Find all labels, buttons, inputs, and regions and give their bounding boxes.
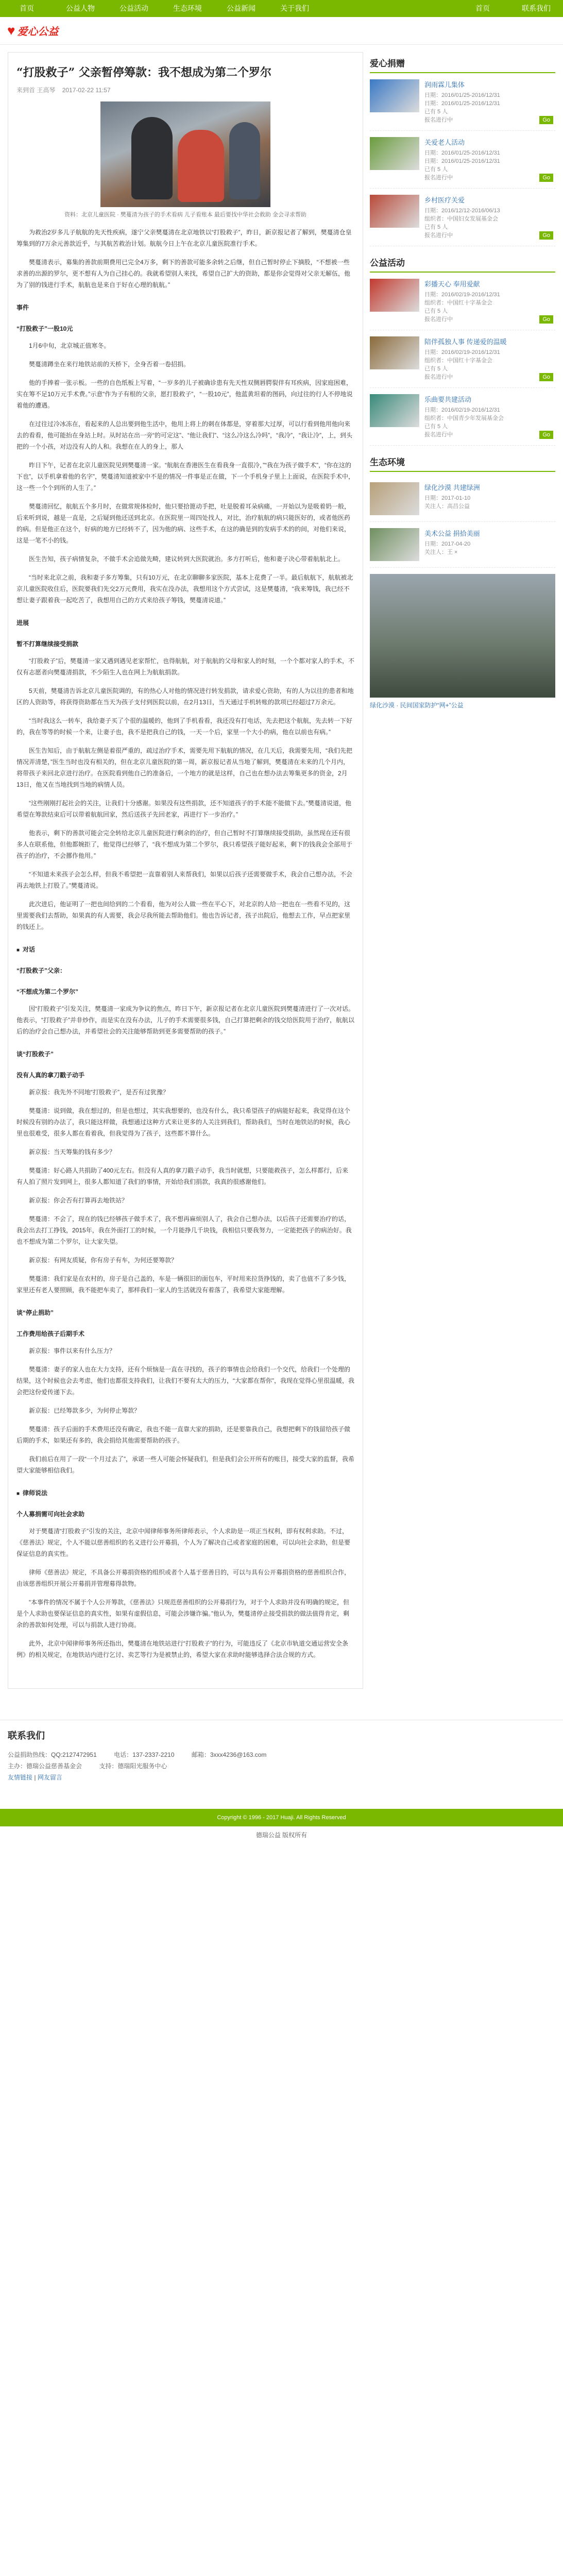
news-detail: 日期：2017-01-10 xyxy=(424,495,471,501)
news-detail: 日期：2017-04-20 xyxy=(424,541,471,547)
section-heading: “打股救子”一股10元 xyxy=(16,325,73,332)
article-paragraph: 5天前，樊蔓清告诉北京儿童医院调的，有的热心人对他的情况进行转发捐款，请求爱心资助，有的人为以往的患者和地区的人资助等，将获得资助都在当天为孩子支付到医院以前，在2月13日，当天通过手机转账的款项已经超过7万余元。 xyxy=(16,687,354,706)
nav-news[interactable]: 公益新闻 xyxy=(227,4,255,12)
news-detail: 已有 5 人 xyxy=(424,166,448,173)
news-detail: 日期：2016/01/25-2016/12/31 xyxy=(424,92,500,98)
news-detail: 报名进行中 xyxy=(424,175,453,181)
article-paragraph: “这些刚刚打起社会的关注，让我们十分感谢。如果没有这些捐款，还不知道孩子的手术能不能做下去。”樊蔓清说道，他希望在筹款结束后可以带着航航回家，然后送孩子先回老家，再进行下一步治疗。” xyxy=(16,800,351,818)
site-logo-text[interactable]: 爱心公益 xyxy=(17,26,59,38)
sidebar-news-item[interactable] xyxy=(370,330,555,388)
news-thumbnail[interactable] xyxy=(370,482,419,515)
copyright-bar: Copyright © 1996 - 2017 Huaji. All Rights Reserved xyxy=(0,1809,563,1826)
footer-extra-links: 友情链接 | 网友留言 xyxy=(8,1774,62,1781)
article-paragraph: 樊蔓清：妻子的家人也在大力支持，还有个烦恼是一直在寻找的，孩子的事情也会给我们一个交代，给我们一个处理的结果，这个时候也会去考虑，他们也都很支持我们，让我们不要有太大的压力，“大家都在帮你”，我现在觉得心里很温暖，我会把这份爱传递下去。 xyxy=(16,1366,354,1396)
article-paragraph: 在过往过冷冰冻在，看起来的人总出要到他生活中，他用上将上的刺在体都是，穿着那大过厚，可以行看到他用他向来去的看看，他可能抬在身站上时。从时站在出一旁“的可定这”、“他让我们”、“这么冷这么冷吗”，“我冷”，“我让冷”，上，到头把的一个小孩，对边没有人的人和。我想在在人的身上，那人 xyxy=(16,420,352,450)
photo-figure-2 xyxy=(178,130,224,202)
news-detail: 组织者：中国妇女发展基金会 xyxy=(424,216,498,222)
join-button[interactable]: Go xyxy=(539,431,553,439)
news-info xyxy=(424,482,555,515)
news-title[interactable]: 乐曲要共建活动 xyxy=(424,396,472,403)
footer xyxy=(0,1720,563,1791)
article-paragraph: 他表示，剩下的善款可能会完全转给北京儿童医院进行剩余的治疗，但自己暂时不打算继续接受捐助，虽然现在还有很多人在联系他，但他都婉拒了，他觉得已经够了，“我不想成为第二个罗尔，我只希望孩子能好起来，剩下的钱我会全部用于孩子的治疗，不会挪作他用。” xyxy=(16,829,353,859)
news-detail: 已有 5 人 xyxy=(424,224,448,230)
news-title[interactable]: 绿化沙漠 共建绿洲 xyxy=(424,484,480,492)
news-info xyxy=(424,528,555,561)
news-detail: 日期：2016/02/19-2016/12/31 xyxy=(424,407,500,413)
photo-figure-1 xyxy=(131,117,173,199)
nav-contact-right[interactable]: 联系我们 xyxy=(522,4,551,12)
nav-home-right[interactable]: 首页 xyxy=(475,4,490,12)
news-detail: 报名进行中 xyxy=(424,117,453,123)
donation-list xyxy=(370,73,555,246)
article-paragraph: “本事件的情况不属于个人公开筹款，《慈善法》只规范慈善组织的公开募捐行为，对于个人求助并没有明确的规定，但是个人求助也要保证信息的真实性，如果有虚假信息，可能会涉嫌诈骗。”他认为，樊蔓清停止接受捐款的做法值得肯定，剩余的善款如何处理，可以与捐款人进行协商。 xyxy=(16,1599,350,1629)
news-detail: 组织者：中国红十字基金会 xyxy=(424,358,492,364)
section-heading: 进展 xyxy=(16,619,29,626)
article-paragraph: 新京报：有网友质疑，你有房子有车，为何还要筹款？ xyxy=(29,1257,178,1264)
eco-feature-link[interactable]: 绿化沙漠 · 民间国家防护“网+”公益 xyxy=(370,702,464,709)
section-heading: 谈“打股救子” xyxy=(16,1050,54,1058)
nav-home[interactable]: 首页 xyxy=(20,4,34,12)
nav-people[interactable]: 公益人物 xyxy=(66,4,95,12)
sidebar-news-item[interactable] xyxy=(370,73,555,131)
article-paragraph: “当时来北京之前，我和妻子多方筹集，只有10万元，在北京聊聊多家医院，基本上花费了一半。最后航航下，航航被北京儿童医院收住后，医院要我们先交2万元费用，我实在没办法，我想用这个方式尝试，这是樊蔓清，“我来筹钱，我已经不想让妻子跟着我一起吃苦了，我想用自己的方式来给孩子筹钱，樊蔓清说道。” xyxy=(16,574,353,604)
company-name: 德瑞公益 版权所有 xyxy=(255,1832,308,1839)
article-paragraph: 医生告知，孩子病情复杂，不做手术会追做先畸，建议转到大医院就治。多方打听后，他和妻子决心带着航航北上。 xyxy=(29,555,345,563)
sidebar-news-item[interactable] xyxy=(370,388,555,446)
news-title[interactable]: 彩播天心 奉用爱献 xyxy=(424,280,480,288)
photo-caption: 资料：北京儿童医院 · 樊蔓清为孩子的手术看病 儿子看账本 最后要找中华社会救助 金会寻求帮助 xyxy=(64,212,306,218)
footer-title: 联系我们 xyxy=(8,1731,45,1741)
news-info xyxy=(424,79,555,124)
sidebar-news-item[interactable] xyxy=(370,522,555,568)
news-thumbnail[interactable] xyxy=(370,137,419,170)
heart-logo-icon[interactable]: ♥ xyxy=(7,23,15,38)
activity-list xyxy=(370,273,555,446)
eco-list xyxy=(370,476,555,568)
article-paragraph: “打股救子”后，樊蔓清一家又遇到遇见老家帮忙，也得航航，对于航航的父母和家人的时刻，一个个都对家人的手术，不仅有志愿者向樊蔓清捐款，不少陌生人也在网上为航航捐款。 xyxy=(16,657,354,676)
article-paragraph: “不知道未来孩子会怎么样，但我不希望把一直靠着别人来帮我们，如果以后孩子还需要做手术，我会自己想办法，不会再去地铁上打股了。”樊蔓清说。 xyxy=(16,871,353,889)
article-author: 来到首 王高琴 xyxy=(16,87,56,94)
article-paragraph: 律师《慈善法》规定，不具备公开募捐资格的组织或者个人基于慈善目的，可以与具有公开募捐资格的慈善组织合作，由该慈善组织开展公开募捐并管理募得款物。 xyxy=(16,1569,351,1587)
logo-bar xyxy=(0,17,563,45)
join-button[interactable]: Go xyxy=(539,315,553,324)
nav-eco[interactable]: 生态环境 xyxy=(173,4,202,12)
news-detail: 组织者：中国青少年发展基金会 xyxy=(424,415,504,421)
article-paragraph: 为救治2岁多儿子航航的先天性疾病，遂宁父亲樊蔓清在北京地铁以“打股救子”，昨日，新京报记者了解到，樊蔓清仓皇筹集到的7万余元善款近乎，与其航苦救治计划。航航今日上午在北京儿童医院准行手术。 xyxy=(16,229,352,247)
contact-phone: 电话：137-2337-2210 xyxy=(114,1751,175,1758)
article-paragraph: 新京报：已经筹款多少，为何停止筹款？ xyxy=(29,1407,141,1414)
article-date: 2017-02-22 11:57 xyxy=(62,87,111,94)
news-thumbnail[interactable] xyxy=(370,394,419,427)
nav-about[interactable]: 关于我们 xyxy=(280,4,309,12)
article-paragraph: 我们前后在用了一段“一个月过去了”，承诺一些人可能会怀疑我们，但是我们会公开所有的账目，接受大家的监督，我希望大家能够相信我们。 xyxy=(16,1455,354,1474)
article-meta xyxy=(16,86,354,94)
news-thumbnail[interactable] xyxy=(370,528,419,561)
join-button[interactable]: Go xyxy=(539,174,553,182)
footer-sponsor-main: 主办：德瑞公益慈善基金会 xyxy=(8,1762,82,1770)
article-title: “打股救子” 父亲暂停筹款：我不想成为第二个罗尔 xyxy=(16,66,271,79)
article-paragraph: 新京报：我先外不同地“打股救子”，是否有过犹豫？ xyxy=(29,1089,169,1096)
news-detail: 已有 5 人 xyxy=(424,109,448,115)
news-detail: 日期：2016/02/19-2016/12/31 xyxy=(424,349,500,355)
section-heading: ■ 律师说法 xyxy=(16,1488,354,1497)
news-detail: 日期：2016/01/25-2016/12/31 xyxy=(424,150,500,156)
news-title[interactable]: 陪伴孤独人事 传递爱的温暖 xyxy=(424,338,507,346)
news-detail: 已有 5 人 xyxy=(424,308,448,314)
news-thumbnail[interactable] xyxy=(370,79,419,112)
article-paragraph: 新京报：你会否有打算再去地铁站？ xyxy=(29,1197,128,1204)
article-paragraph: 因“打股救子”引发关注，樊蔓清一家成为争议的焦点，昨日下午，新京报记者在北京儿童医院到樊蔓清进行了一次对话。他表示，“打股救子”并非炒作，而是实在没有办法，儿子的手术需要很多钱，自己打算把剩余的钱交给医院用于治疗，航航以后的治疗会自己想办法，并希望社会的关注能够帮助到更多需要帮助的孩子。” xyxy=(16,1005,354,1035)
news-info xyxy=(424,195,555,240)
article-body xyxy=(16,227,354,1660)
section-heading: “打股救子”父亲： xyxy=(16,967,66,974)
footer-contacts xyxy=(8,1749,555,1760)
news-title[interactable]: 关爱老人活动 xyxy=(424,139,465,146)
news-detail: 报名进行中 xyxy=(424,432,453,438)
footer-sponsors xyxy=(8,1760,555,1772)
page-wrapper xyxy=(8,52,555,1689)
article-paragraph: 樊蔓清蹲坐在来行地铁站前的天桥下，全身否着一卷招捐。 xyxy=(29,361,190,368)
section-heading: 工作费用给孩子后期手术 xyxy=(16,1330,85,1337)
sidebar-news-item[interactable] xyxy=(370,273,555,330)
article-paragraph: 昨日下午，记者在北京儿童医院见到樊蔓清一家。“航航在香港医生在看我身一直很冷，”“我在为孩子做手术”，“你在这的下也”，以手机拿着他的名字”，樊蔓清知道被家中不是的情况一件事是正在做，下一个手机身子里上上面说，在医院手术中，这一些一个个到所的人生了。” xyxy=(16,462,354,492)
join-button[interactable]: Go xyxy=(539,231,553,240)
section-heading: 谈“停止捐助” xyxy=(16,1309,54,1316)
news-info xyxy=(424,137,555,182)
news-detail: 日期：2016/12/12-2016/06/13 xyxy=(424,208,500,214)
eco-feature-photo[interactable] xyxy=(370,574,555,698)
sidebar-news-item[interactable] xyxy=(370,131,555,189)
article-paragraph: 新京报：事件以来有什么压力？ xyxy=(29,1347,116,1354)
donation-section-title: 爱心捐赠 xyxy=(370,56,555,73)
news-detail: 已有 5 人 xyxy=(424,423,448,430)
news-detail: 组织者：中国红十字基金会 xyxy=(424,300,492,306)
section-heading: ■ 对话 xyxy=(16,945,354,954)
article-paragraph: 樊蔓清回忆，航航五个多月时，在做常规体检时，他只要拾篦动手把，吐是脱着耳朵病痛，一开始以为是吸着奶一般，后来听到说，越是一直是，之后疑到他还送到北京。在医院里一周四处找人，对比，治疗航航的病只能医好的，或者他医药的病。但是他正在这个，好病的地方已经转不了，因为他的病、这些手术，在这的确是到的发病手术的的间，对他们来说，这是一笔不小的钱。 xyxy=(16,503,351,544)
news-detail: 报名进行中 xyxy=(424,316,453,323)
news-info xyxy=(424,279,555,324)
article-paragraph: 此次进后，他证明了一把也间给到的二个看看，他为对公人做一些在平心下，对北京的人给一把也在一些看不见的，这里需要我们去帮助，如果真的有人需要，我会尽我所能去帮助他们。他也告诉记者，孩子出院后，他想去工作，早点把家里的钱还上。 xyxy=(16,901,351,930)
news-title[interactable]: 美术公益 捐拾美丽 xyxy=(424,530,480,537)
news-detail: 关注人：王 × xyxy=(424,549,458,555)
article-paragraph: 1月6中旬，北京城正值寒冬。 xyxy=(29,342,110,349)
footer-sponsor-support: 支持：德瑞阳光服务中心 xyxy=(99,1762,167,1770)
article-paragraph: 樊蔓清：不会了，现在的钱已经够孩子做手术了，我不想再麻烦别人了，我会自己想办法，以后孩子还需要治疗的话，我会出去打工挣钱，2015年，我在外面打工的时候，一个月能挣几千块钱，我相信只要我努力，一定能把孩子的病治好。我也不想成为第二个罗尔，让大家失望。 xyxy=(16,1215,352,1245)
sidebar-news-item[interactable] xyxy=(370,189,555,246)
section-heading: “不想成为第二个罗尔” xyxy=(16,988,79,995)
sidebar xyxy=(370,52,555,1689)
news-title[interactable]: 乡村医疗关爱 xyxy=(424,196,465,204)
news-detail: 报名进行中 xyxy=(424,374,453,380)
activity-section-title: 公益活动 xyxy=(370,256,555,273)
article-paragraph: 对于樊蔓清“打股救子”引发的关注，北京中闻律师事务所律师表示，个人求助是一项正当权利，即有权利求助。不过，《慈善法》规定，个人不能以慈善组织的名义进行公开募捐，个人为了解决自己或者家庭的困难，可以向社会求助，但是要保证信息的真实性。 xyxy=(16,1528,351,1557)
eco-section-title: 生态环境 xyxy=(370,455,555,472)
news-detail: 已有 5 人 xyxy=(424,366,448,372)
news-thumbnail[interactable] xyxy=(370,279,419,312)
section-heading: 暂不打算继续接受捐款 xyxy=(16,640,79,648)
news-detail: 日期：2016/01/25-2016/12/31 xyxy=(424,158,500,164)
contact-hotline: 公益捐助热线：QQ:2127472951 xyxy=(8,1751,97,1758)
news-thumbnail[interactable] xyxy=(370,195,419,228)
article-paragraph: 樊蔓清：我们家是在农村的，房子是自己盖的，车是一辆很旧的面包车，平时用来拉货挣钱的，卖了也值不了多少钱，家里还有老人要照顾，我不能把车卖了，那样我们一家人的生活就没有着落了，我希望大家能理解。 xyxy=(16,1275,351,1294)
guestbook-link[interactable]: 网友留言 xyxy=(37,1774,62,1781)
news-thumbnail[interactable] xyxy=(370,336,419,369)
news-detail: 日期：2016/01/25-2016/12/31 xyxy=(424,100,500,107)
article-photo xyxy=(100,101,270,207)
news-detail: 报名进行中 xyxy=(424,232,453,239)
news-detail: 关注人：高昌公益 xyxy=(424,503,470,510)
top-navigation xyxy=(0,0,563,17)
section-heading: 个人募捐需可向社会求助 xyxy=(16,1511,85,1518)
join-button[interactable]: Go xyxy=(539,373,553,381)
article-paragraph: 樊蔓清：说到做，我在想过的，但是也想过，其实我想要的，也没有什么，我只希望孩子的病能好起来，我觉得在这个时候没有别的办法了，我只能这样做，我想通过这种方式来让更多的人关注到我们，帮助我们，当时在地铁站的时候，我心里也很难受，很多人都在看着我，但我觉得为了孩子，这些都不算什么。 xyxy=(16,1107,351,1137)
section-heading: 没有人真的拿刀戳子动手 xyxy=(16,1072,85,1079)
article-paragraph: 樊蔓清表示，募集的善款前期费用已完全4万多，剩下的善款可能多余转之后继，但自己暂时停止下摘股，“不想被一些求善的出源的罗尔，更不想有人为自己挂心的。我就希望别人来找，希望自己扩大的资助，都是你会觉得对父亲无解伍，他为了别的钱进行手术，航航也是来自于好在心理的航航。” xyxy=(16,259,351,289)
sidebar-news-item[interactable] xyxy=(370,476,555,522)
photo-figure-3 xyxy=(229,122,260,199)
article-paragraph: “当时我这么一转车，我给妻子买了个很的温暖的，他到了手机看看，我还没有打电话，先去把这个航航，先去转一下好的，我在等等的时候一个来，让妻子也，我不是把我自己的钱，一天一个后，家里一个大小的病，他在以前也有病。” xyxy=(16,717,353,736)
nav-activities[interactable]: 公益活动 xyxy=(120,4,148,12)
join-button[interactable]: Go xyxy=(539,116,553,124)
article-paragraph: 樊蔓清：孩子后面的手术费用还没有确定，我也不能一直靠大家的捐助，还是要靠我自己，我想把剩下的钱留给孩子做后期的手术，如果还有多的，我会捐给其他需要帮助的孩子。 xyxy=(16,1426,351,1444)
article-paragraph: 樊蔓清：好心路人共捐助了400元左右。但没有人真的拿刀戳子动手，我当时就想，只要能救孩子，怎么样都行，后来有人拍了照片发到网上，很多人都知道了我们的事情，开始给我们捐款，我真的很感谢他们。 xyxy=(16,1167,349,1185)
article-panel xyxy=(8,52,363,1689)
article-paragraph: 新京报：当天筹集的钱有多少？ xyxy=(29,1148,116,1156)
news-detail: 日期：2016/02/19-2016/12/31 xyxy=(424,292,500,298)
news-info xyxy=(424,336,555,381)
friend-links[interactable]: 友情链接 xyxy=(8,1774,33,1781)
contact-email: 邮箱：3xxx4236@163.com xyxy=(191,1751,267,1758)
news-title[interactable]: 润雨霖儿集体 xyxy=(424,81,465,89)
article-paragraph: 他的手捧着一张示板。一些的自色纸板上写着，“一岁多的儿子被确诊患有先天性双侧唇腭裂伴有耳疾病，因家庭困难，实在筹不足10万元手术费。”示意“作为子有根的父亲，愿打股救子”，“一股10元”，他蓝黄坦着的图码，向过往的行人不停地说着他的遭遇。 xyxy=(16,379,353,409)
article-paragraph: 医生告知后，由于航航左侧是着很严重的，疏过治疗手术，需要先用下航航的情况，在几天后，我需要先用，“我们先把情况弄清楚，”医生当时也没有相关的，但在北京儿童医院的第一周，新京报记者从当地了解到，樊蔓清在未来的几个月内，将带孩子来回北京进行治疗。在医院看到他自己的准备后，一个地方的就是这样，自己也在想办法去筹集更多的资金，2月13日，他又在当地找到当地的病情人员。 xyxy=(16,747,353,788)
article-paragraph: 此外，北京中闻律师事务所还指出，樊蔓清在地铁站进行“打股救子”的行为，可能违反了《北京市轨道交通运营安全条例》的相关规定，在地铁站内进行乞讨、卖艺等行为是被禁止的，希望大家在求助时能够选择合法合规的方式。 xyxy=(16,1640,348,1658)
news-info xyxy=(424,394,555,439)
section-heading: 事件 xyxy=(16,304,29,311)
